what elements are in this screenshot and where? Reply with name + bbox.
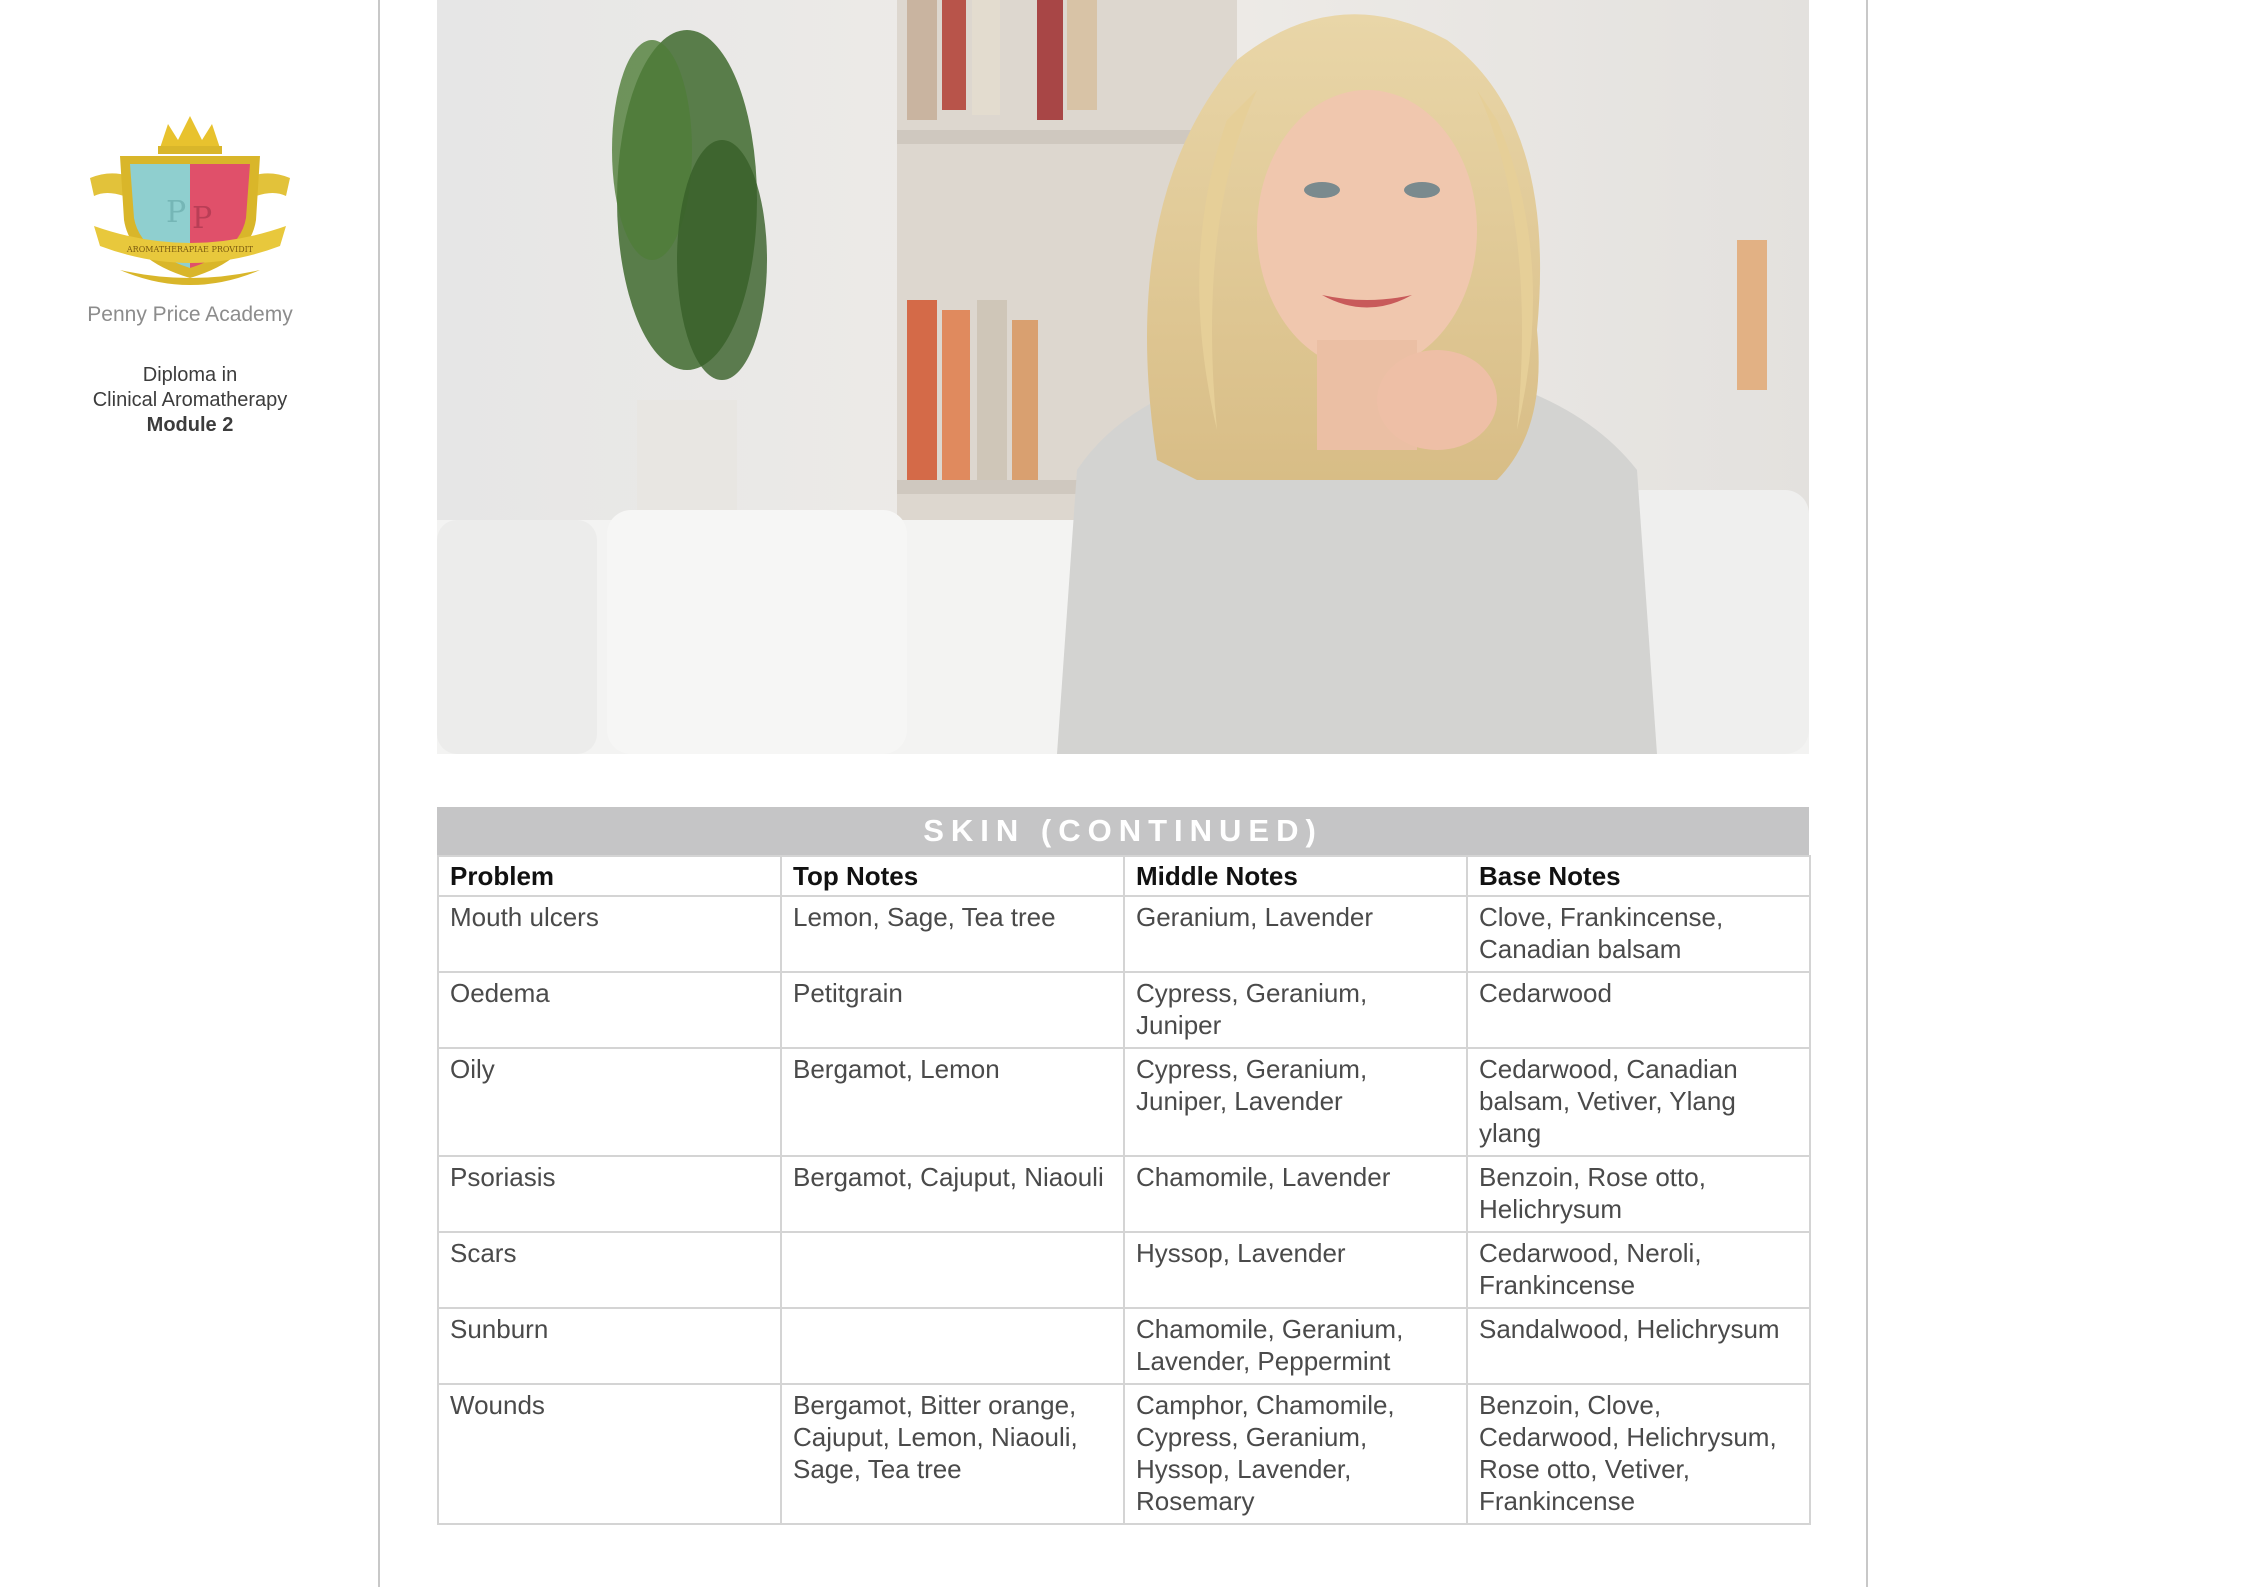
- table-header-row: [438, 856, 1810, 896]
- table-row: [438, 972, 1810, 1048]
- cell-problem: Scars: [438, 1232, 781, 1308]
- cell-middle-notes: Cypress, Geranium, Juniper, Lavender: [1124, 1048, 1467, 1156]
- cell-base-notes: Cedarwood, Neroli, Frankincense: [1467, 1232, 1810, 1308]
- cell-base-notes: Clove, Frankincense, Canadian balsam: [1467, 896, 1810, 972]
- course-line-1: Diploma in: [142, 364, 238, 386]
- portrait-photo-icon: [437, 0, 1809, 754]
- table-row: [438, 1048, 1810, 1156]
- table-row: [438, 1384, 1810, 1524]
- portrait-photo: [437, 0, 1809, 754]
- cell-top-notes: Bergamot, Cajuput, Niaouli: [781, 1156, 1124, 1232]
- svg-text:P: P: [166, 195, 187, 230]
- cell-base-notes: Benzoin, Rose otto, Helichrysum: [1467, 1156, 1810, 1232]
- column-header-top-notes: Top Notes: [781, 856, 1124, 896]
- cell-top-notes: Lemon, Sage, Tea tree: [781, 896, 1124, 972]
- course-title: [60, 363, 320, 438]
- cell-problem: Mouth ulcers: [438, 896, 781, 972]
- cell-middle-notes: Cypress, Geranium, Juniper: [1124, 972, 1467, 1048]
- academy-crest-logo: [80, 110, 300, 295]
- cell-middle-notes: Geranium, Lavender: [1124, 896, 1467, 972]
- skin-oils-table: [437, 807, 1809, 1525]
- cell-problem: Psoriasis: [438, 1156, 781, 1232]
- course-line-3: Module 2: [146, 414, 234, 436]
- cell-base-notes: Cedarwood, Canadian balsam, Vetiver, Ylang ylang: [1467, 1048, 1810, 1156]
- cell-middle-notes: Hyssop, Lavender: [1124, 1232, 1467, 1308]
- left-page-rule: [378, 0, 380, 1587]
- cell-top-notes: Petitgrain: [781, 972, 1124, 1048]
- cell-middle-notes: Chamomile, Geranium, Lavender, Peppermint: [1124, 1308, 1467, 1384]
- cell-base-notes: Benzoin, Clove, Cedarwood, Helichrysum, Rose otto, Vetiver, Frankincense: [1467, 1384, 1810, 1524]
- course-line-2: Clinical Aromatherapy: [92, 389, 288, 411]
- cell-top-notes: Bergamot, Lemon: [781, 1048, 1124, 1156]
- column-header-base-notes: Base Notes: [1467, 856, 1810, 896]
- cell-base-notes: Cedarwood: [1467, 972, 1810, 1048]
- table-row: [438, 1232, 1810, 1308]
- cell-problem: Oily: [438, 1048, 781, 1156]
- cell-problem: Oedema: [438, 972, 781, 1048]
- cell-top-notes: Bergamot, Bitter orange, Cajuput, Lemon, Niaouli, Sage, Tea tree: [781, 1384, 1124, 1524]
- oils-table: [437, 855, 1811, 1525]
- svg-text:AROMATHERAPIAE PROVIDIT: AROMATHERAPIAE PROVIDIT: [126, 245, 254, 254]
- cell-top-notes: [781, 1308, 1124, 1384]
- cell-problem: Sunburn: [438, 1308, 781, 1384]
- cell-top-notes: [781, 1232, 1124, 1308]
- cell-middle-notes: Camphor, Chamomile, Cypress, Geranium, Hyssop, Lavender, Rosemary: [1124, 1384, 1467, 1524]
- sidebar: [60, 110, 320, 438]
- table-row: [438, 1156, 1810, 1232]
- academy-name: Penny Price Academy: [87, 303, 293, 326]
- svg-text:P: P: [192, 201, 213, 236]
- table-row: [438, 1308, 1810, 1384]
- table-title: SKIN (CONTINUED): [437, 807, 1809, 855]
- right-page-rule: [1866, 0, 1868, 1587]
- cell-problem: Wounds: [438, 1384, 781, 1524]
- column-header-problem: Problem: [438, 856, 781, 896]
- cell-base-notes: Sandalwood, Helichrysum: [1467, 1308, 1810, 1384]
- table-row: [438, 896, 1810, 972]
- cell-middle-notes: Chamomile, Lavender: [1124, 1156, 1467, 1232]
- column-header-middle-notes: Middle Notes: [1124, 856, 1467, 896]
